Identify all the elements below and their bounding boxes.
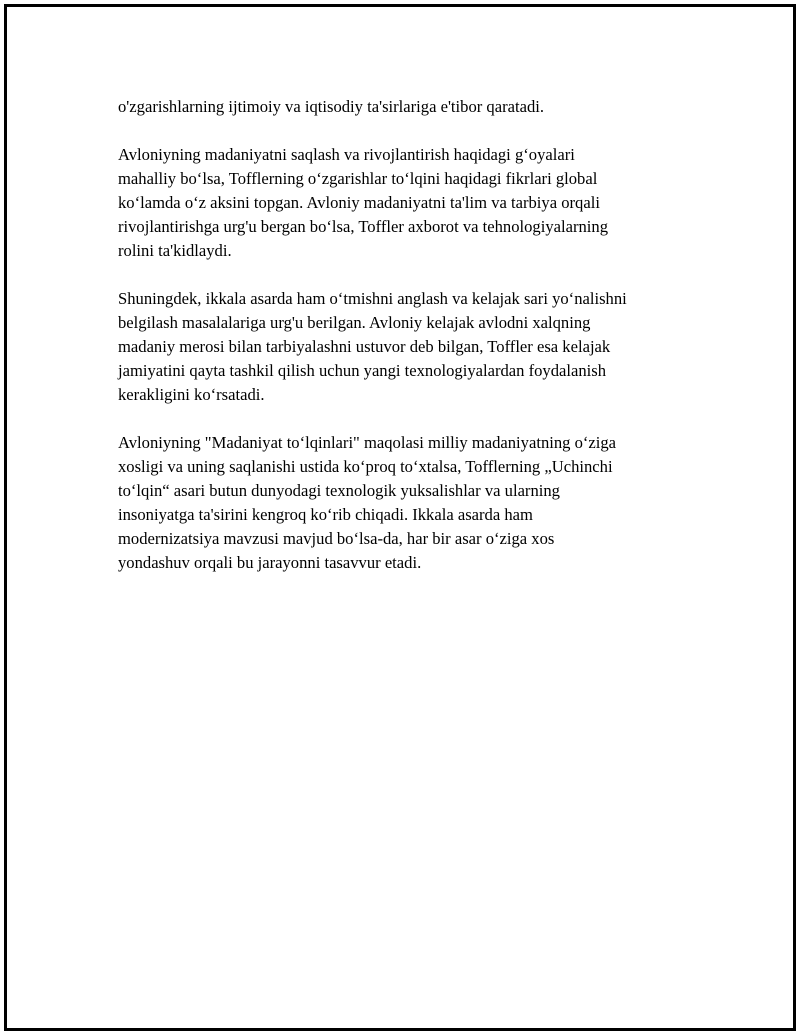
text-line: jamiyatini qayta tashkil qilish uchun yangi texnologiyalardan foydalanish — [118, 361, 607, 380]
text-line: insoniyatga ta'sirini kengroq ko‘rib chiqadi. Ikkala asarda ham — [118, 505, 533, 524]
text-line: yondashuv orqali bu jarayonni tasavvur etadi. — [118, 553, 422, 572]
text-line: belgilash masalalariga urg'u berilgan. Avloniy kelajak avlodni xalqning — [118, 313, 591, 332]
document-page — [4, 4, 796, 1031]
text-line: o'zgarishlarning ijtimoiy va iqtisodiy ta'sirlariga e'tibor qaratadi. — [118, 97, 545, 116]
paragraph-1 — [118, 95, 696, 119]
text-line: rivojlantirishga urg'u bergan bo‘lsa, Toffler axborot va tehnologiyalarning — [118, 217, 609, 236]
text-line: mahalliy bo‘lsa, Tofflerning o‘zgarishlar to‘lqini haqidagi fikrlari global — [118, 169, 598, 188]
text-line: kerakligini ko‘rsatadi. — [118, 385, 265, 404]
paragraph-4 — [118, 431, 696, 575]
text-line: Shuningdek, ikkala asarda ham o‘tmishni anglash va kelajak sari yo‘nalishni — [118, 289, 627, 308]
text-line: ko‘lamda o‘z aksini topgan. Avloniy madaniyatni ta'lim va tarbiya orqali — [118, 193, 600, 212]
paragraph-2 — [118, 143, 696, 263]
text-line: modernizatsiya mavzusi mavjud bo‘lsa-da, har bir asar o‘ziga xos — [118, 529, 555, 548]
text-line: madaniy merosi bilan tarbiyalashni ustuvor deb bilgan, Toffler esa kelajak — [118, 337, 611, 356]
text-line: rolini ta'kidlaydi. — [118, 241, 232, 260]
text-line: Avloniyning "Madaniyat to‘lqinlari" maqolasi milliy madaniyatning o‘ziga — [118, 433, 617, 452]
text-line: Avloniyning madaniyatni saqlash va rivojlantirish haqidagi g‘oyalari — [118, 145, 575, 164]
text-line: xosligi va uning saqlanishi ustida ko‘proq to‘xtalsa, Tofflerning „Uchinchi — [118, 457, 613, 476]
text-line: to‘lqin“ asari butun dunyodagi texnologik yuksalishlar va ularning — [118, 481, 560, 500]
document-body — [118, 95, 696, 599]
paragraph-3 — [118, 287, 696, 407]
